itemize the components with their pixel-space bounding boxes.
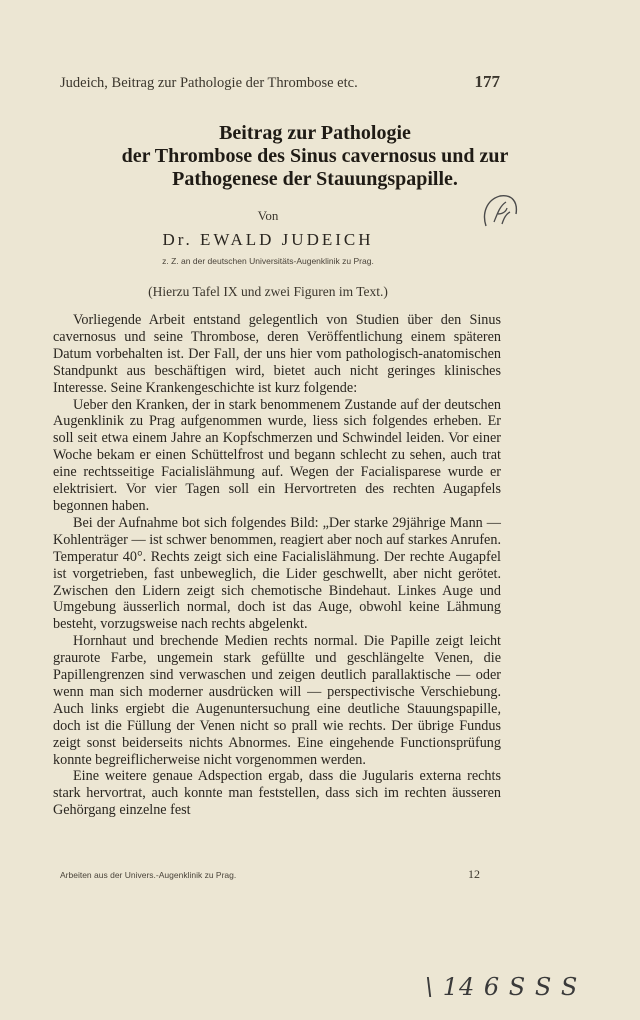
page-footer (60, 867, 480, 882)
title-line-1: Beitrag zur Pathologie (219, 122, 411, 144)
paragraph-1: Vorliegende Arbeit entstand gelegentlich von Studien über den Sinus cavernosus und seine Thrombose, deren Veröffentlichung einem späteren Datum vorbehalten ist. Der Fall, der uns hier vom pathologisch-anatomischen Standpunkt aus beschäftigen wird, bietet auch nicht geringes klinisches Interesse. Seine Krankengeschichte ist kurz folgende: (53, 312, 501, 396)
library-stamp-icon (480, 192, 520, 232)
running-head-text: Judeich, Beitrag zur Pathologie der Thrombose etc. (60, 75, 358, 91)
series-title: Arbeiten aus der Univers.-Augenklinik zu Prag. (60, 870, 237, 880)
body-text (53, 312, 501, 819)
paragraph-4: Hornhaut und brechende Medien rechts normal. Die Papille zeigt leicht graurote Farbe, ungemein stark gefüllte und geschlängelte Venen, die Papillengrenzen sind verwaschen und zeigen deutlich parallaktische — oder wenn man sich moderner ausdrücken will — perspectivische Verschiebung. Auch links ergiebt die Augenuntersuchung eine deutliche Stauungspapille, doch ist die Füllung der Venen nicht so prall wie rechts. Der übrige Fundus zeigt sonst beiderseits nichts Abnormes. Eine eingehende Functionsprüfung konnte begreiflicherweise nicht vorgenommen werden. (53, 633, 501, 768)
running-head (60, 72, 500, 92)
paragraph-5: Eine weitere genaue Adspection ergab, dass die Jugularis externa rechts stark hervortrat, auch konnte man feststellen, dass sich im rechten äusseren Gehörgang einzelne fest (53, 768, 501, 819)
page-number: 177 (474, 72, 500, 91)
article-title (40, 122, 590, 191)
author-name: Dr. EWALD JUDEICH (162, 230, 374, 249)
plate-note: (Hierzu Tafel IX und zwei Figuren im Text.) (148, 284, 388, 299)
paragraph-3: Bei der Aufnahme bot sich folgendes Bild: „Der starke 29jährige Mann — Kohlenträger — ist schwer benommen, reagiert aber noch auf starkes Anrufen. Temperatur 40°. Rechts zeigt sich eine Facialislähmung. Der rechte Augapfel ist vorgetrieben, fast unbeweglich, die Lider geschwellt, aber nicht gerötet. Zwischen den Lidern zeigt sich chemotische Bindehaut. Linkes Auge und Umgebung äusserlich normal, doch ist das Auge, obwohl keine Lähmung besteht, vorzugsweise nach rechts abgelenkt. (53, 514, 501, 633)
title-line-3: Pathogenese der Stauungspapille. (172, 168, 458, 190)
paragraph-2: Ueber den Kranken, der in stark benommenem Zustande auf der deutschen Augenklinik zu Prag aufgenommen wurde, liess sich folgendes erheben. Er soll seit etwa einem Jahre an Kopfschmerzen und Schwindel leiden. Vor einer Woche bekam er einen Schüttelfrost und begann schlecht zu sehen, auch trat eine rechtsseitige Facialislähmung auf. Wegen der Facialisparese wurde er elektrisiert. Vor vier Tagen soll ein Hervortreten des rechten Augapfels begonnen haben. (53, 396, 501, 514)
author-affiliation: z. Z. an der deutschen Universitäts-Augenklinik zu Prag. (162, 256, 374, 266)
byline-von: Von (257, 208, 279, 223)
signature-mark: 12 (468, 867, 480, 881)
title-line-2: der Thrombose des Sinus cavernosus und zur (121, 145, 509, 167)
handwritten-mark: \ 14 6 S S S (425, 973, 579, 1001)
